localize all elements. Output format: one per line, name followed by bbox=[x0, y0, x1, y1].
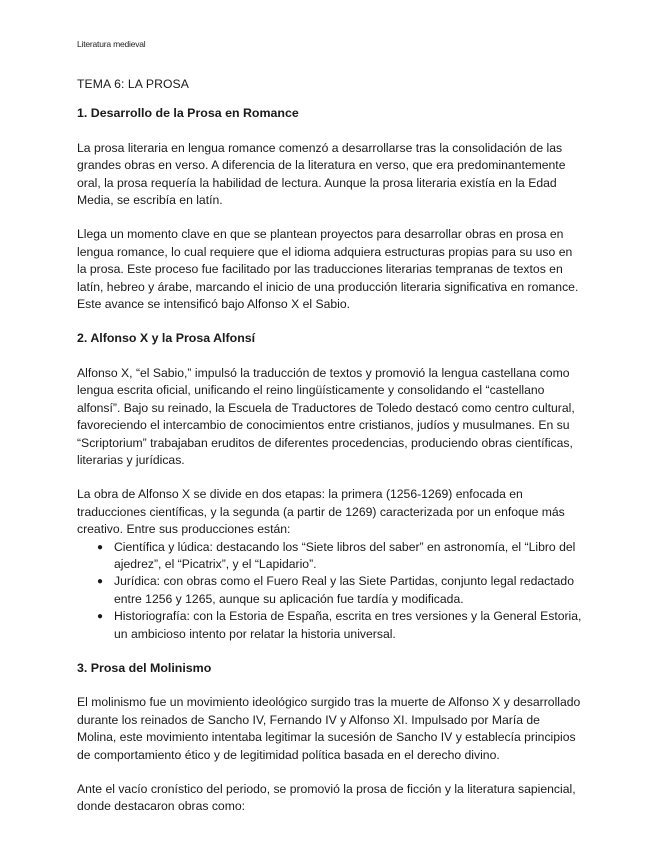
bullet-icon: ● bbox=[97, 611, 104, 623]
paragraph: La prosa literaria en lengua romance comenzó a desarrollarse tras la consolidación de las grandes obras en verso. A diferencia de la literatura en verso, que era predominantemente oral, la prosa requería la habilidad de lectura. Aunque la prosa literaria existía en la Edad Media, se escribía en latín. bbox=[77, 140, 566, 208]
paragraph: Llega un momento clave en que se plantean proyectos para desarrollar obras en prosa en lengua romance, lo cual requiere que el idioma adquiera estructuras propias para su uso en la prosa. Este proceso fue facilitado por las traducciones literarias tempranas de textos en latín, hebreo y árabe, marcando el inicio de una producción literaria significativa en romance. Este avance se intensificó bajo Alfonso X el Sabio. bbox=[77, 227, 579, 312]
paragraph: Alfonso X, “el Sabio,” impulsó la traducción de textos y promovió la lengua castellana como lengua escrita oficial, unificando el reino lingüísticamente y consolidando el “castellano alfonsí”. Bajo su reinado, la Escuela de Traductores de Toledo destacó como centro cultural, favoreciendo el intercambio de conocimientos entre cristianos, judíos y musulmanes. En su “Scriptorium” trabajaban eruditos de diferentes procedencias, produciendo obras científicas, literarias y jurídicas. bbox=[77, 365, 575, 467]
list-item-text: Jurídica: con obras como el Fuero Real y las Siete Partidas, conjunto legal redactado entre 1256 y 1265, aunque su aplicación fue tardía y modificada. bbox=[114, 574, 574, 606]
list-item bbox=[97, 539, 582, 574]
paragraph: El molinismo fue un movimiento ideológico surgido tras la muerte de Alfonso X y desarrollado durante los reinados de Sancho IV, Fernando IV y Alfonso XI. Impulsado por María de Molina, este movimiento intentaba legitimar la sucesión de Sancho IV y establecía principios de comportamiento ético y de legitimidad política basada en el derecho divino. bbox=[77, 695, 581, 762]
list-item-text: Científica y lúdica: destacando los “Siete libros del saber” en astronomía, el “Libro del ajedrez”, el “Picatrix”, y el “Lapidario”. bbox=[114, 539, 576, 571]
bullet-icon: ● bbox=[97, 541, 104, 553]
list-item bbox=[97, 608, 582, 643]
list-item bbox=[97, 573, 582, 608]
list-item-text: Historiografía: con la Estoria de España, escrita en tres versiones y la General Estoria, un ambicioso intento por relatar la historia universal. bbox=[114, 609, 582, 641]
section-heading-molinismo: 3. Prosa del Molinismo bbox=[77, 660, 212, 675]
section-heading-desarrollo: 1. Desarrollo de la Prosa en Romance bbox=[77, 106, 299, 121]
paragraph: Ante el vacío cronístico del periodo, se promovió la prosa de ficción y la literatura sapiencial, donde destacaron obras como: bbox=[77, 782, 576, 814]
running-header: Literatura medieval bbox=[77, 39, 146, 49]
section-heading-alfonso-x: 2. Alfonso X y la Prosa Alfonsí bbox=[77, 331, 256, 346]
bullet-list bbox=[77, 539, 582, 643]
page-title: TEMA 6: LA PROSA bbox=[77, 77, 190, 91]
document-body bbox=[77, 76, 582, 833]
paragraph: La obra de Alfonso X se divide en dos etapas: la primera (1256-1269) enfocada en traducciones científicas, y la segunda (a partir de 1269) caracterizada por un enfoque más creativo. Entre sus producciones están: bbox=[77, 487, 565, 537]
bullet-icon: ● bbox=[97, 576, 104, 588]
